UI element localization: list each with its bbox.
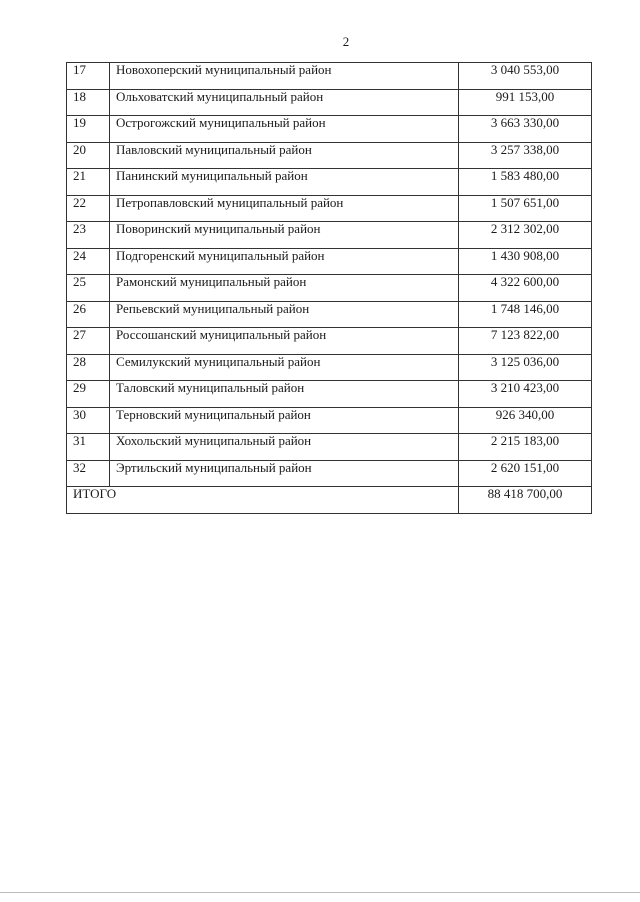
district-amount: 2 620 151,00 (459, 460, 592, 487)
district-amount: 3 210 423,00 (459, 381, 592, 408)
districts-table (66, 62, 592, 514)
row-number: 27 (67, 328, 110, 355)
table-row (67, 169, 592, 196)
row-number: 21 (67, 169, 110, 196)
row-number: 29 (67, 381, 110, 408)
row-number: 31 (67, 434, 110, 461)
district-amount: 3 125 036,00 (459, 354, 592, 381)
row-number: 17 (67, 63, 110, 90)
table-row (67, 116, 592, 143)
total-row (67, 487, 592, 514)
row-number: 20 (67, 142, 110, 169)
district-name: Семилукский муниципальный район (110, 354, 459, 381)
table-row (67, 434, 592, 461)
page-number: 2 (342, 34, 350, 49)
district-amount: 4 322 600,00 (459, 275, 592, 302)
district-amount: 3 257 338,00 (459, 142, 592, 169)
row-number: 22 (67, 195, 110, 222)
district-amount: 926 340,00 (459, 407, 592, 434)
table-row (67, 195, 592, 222)
row-number: 30 (67, 407, 110, 434)
district-name: Терновский муниципальный район (110, 407, 459, 434)
district-name: Панинский муниципальный район (110, 169, 459, 196)
district-amount: 1 748 146,00 (459, 301, 592, 328)
row-number: 23 (67, 222, 110, 249)
district-amount: 1 583 480,00 (459, 169, 592, 196)
total-label: ИТОГО (67, 487, 459, 514)
table-row (67, 460, 592, 487)
total-amount: 88 418 700,00 (459, 487, 592, 514)
district-amount: 2 215 183,00 (459, 434, 592, 461)
table-row (67, 248, 592, 275)
bottom-rule (0, 892, 640, 893)
district-name: Павловский муниципальный район (110, 142, 459, 169)
district-amount: 1 430 908,00 (459, 248, 592, 275)
row-number: 32 (67, 460, 110, 487)
row-number: 26 (67, 301, 110, 328)
district-amount: 1 507 651,00 (459, 195, 592, 222)
table-row (67, 142, 592, 169)
district-amount: 991 153,00 (459, 89, 592, 116)
table-row (67, 301, 592, 328)
row-number: 18 (67, 89, 110, 116)
district-name: Подгоренский муниципальный район (110, 248, 459, 275)
district-amount: 2 312 302,00 (459, 222, 592, 249)
table-row (67, 275, 592, 302)
row-number: 24 (67, 248, 110, 275)
table-body (67, 63, 592, 514)
row-number: 25 (67, 275, 110, 302)
table-row (67, 407, 592, 434)
district-name: Острогожский муниципальный район (110, 116, 459, 143)
district-amount: 3 663 330,00 (459, 116, 592, 143)
district-name: Репьевский муниципальный район (110, 301, 459, 328)
table-row (67, 89, 592, 116)
table-row (67, 222, 592, 249)
district-name: Петропавловский муниципальный район (110, 195, 459, 222)
district-name: Рамонский муниципальный район (110, 275, 459, 302)
district-name: Поворинский муниципальный район (110, 222, 459, 249)
district-amount: 3 040 553,00 (459, 63, 592, 90)
table-row (67, 381, 592, 408)
table-row (67, 63, 592, 90)
district-amount: 7 123 822,00 (459, 328, 592, 355)
district-name: Хохольский муниципальный район (110, 434, 459, 461)
table-row (67, 328, 592, 355)
district-name: Новохоперский муниципальный район (110, 63, 459, 90)
district-name: Ольховатский муниципальный район (110, 89, 459, 116)
row-number: 19 (67, 116, 110, 143)
table-row (67, 354, 592, 381)
row-number: 28 (67, 354, 110, 381)
district-name: Таловский муниципальный район (110, 381, 459, 408)
district-name: Россошанский муниципальный район (110, 328, 459, 355)
district-name: Эртильский муниципальный район (110, 460, 459, 487)
